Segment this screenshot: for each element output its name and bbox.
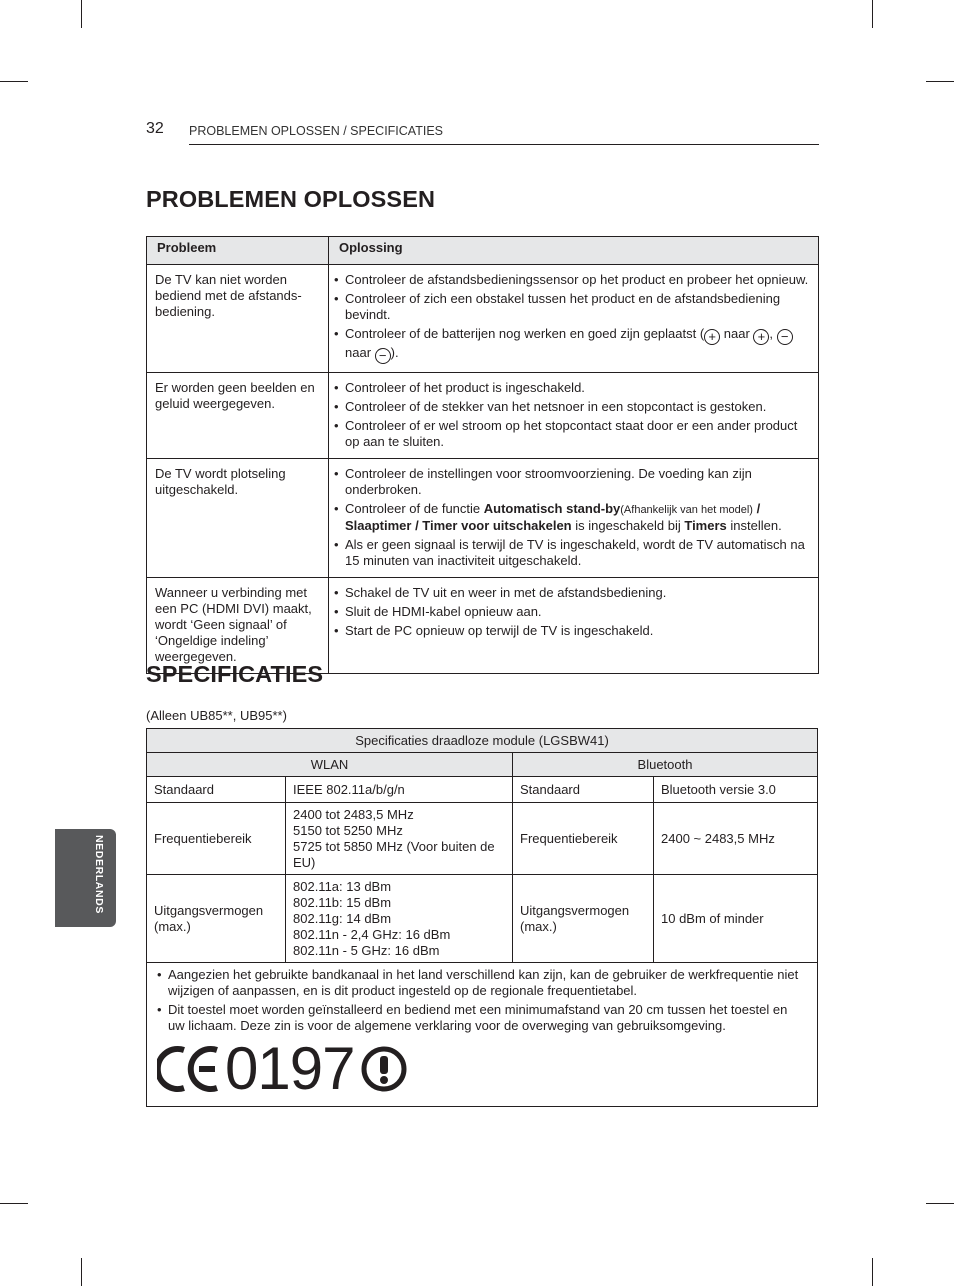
bt-label: Frequentiebereik	[513, 803, 654, 875]
wlan-value	[286, 803, 513, 875]
notified-body-number: 0197	[225, 1035, 355, 1102]
table-row	[147, 578, 819, 674]
wlan-label: Standaard	[147, 777, 286, 803]
crop-mark	[926, 1203, 954, 1204]
problems-table	[146, 236, 819, 674]
table-row	[147, 459, 819, 578]
bold-text: Timers	[684, 518, 727, 533]
battery-text: naar	[720, 326, 754, 341]
value-line: 802.11a: 13 dBm	[293, 878, 392, 894]
bt-value: Bluetooth versie 3.0	[654, 777, 818, 803]
list-item: • Dit toestel moet worden geïnstalleerd en bediend met een minimumafstand van 20 cm tussen het toestel en uw lichaam. Deze zin is voor de algemene verklaring voor de overweging van gebruiksomgeving.	[157, 1002, 807, 1034]
list-item: • Sluit de HDMI-kabel opnieuw aan.	[334, 604, 814, 620]
ce-certification	[157, 1035, 807, 1102]
model-note: (Afhankelijk van het model)	[620, 504, 753, 516]
column-header-solution: Oplossing	[329, 237, 819, 265]
problem-cell: De TV kan niet worden bediend met de afstands-bediening.	[147, 265, 329, 373]
list-item	[334, 501, 814, 534]
problem-cell: Wanneer u verbinding met een PC (HDMI DVI) maakt, wordt ‘Geen signaal’ of ‘Ongeldige indeling’ weergegeven.	[147, 578, 329, 674]
value-line: 802.11n - 5 GHz: 16 dBm	[293, 942, 440, 958]
page-number: 32	[146, 120, 164, 137]
list-item: • Controleer de afstandsbedieningssensor op het product en probeer het opnieuw.	[334, 272, 814, 288]
alert-circle-icon	[360, 1045, 408, 1093]
column-header-bluetooth: Bluetooth	[513, 753, 818, 777]
table-row	[147, 373, 819, 459]
value-line: 802.11n - 2,4 GHz: 16 dBm	[293, 926, 451, 942]
list-item: • Controleer of het product is ingeschakeld.	[334, 380, 814, 396]
solution-cell	[329, 578, 819, 674]
crop-mark	[0, 81, 28, 82]
specs-heading: SPECIFICATIES	[146, 661, 324, 687]
list-item: • Aangezien het gebruikte bandkanaal in het land verschillend kan zijn, kan de gebruiker de werkfrequentie niet wijzigen of aanpassen, en is dit product ingesteld op de regionale frequentietabel.	[157, 967, 807, 999]
value-line: 802.11b: 15 dBm	[293, 894, 392, 910]
list-item: • Controleer of er wel stroom op het stopcontact staat door er een ander product op aan te sluiten.	[334, 418, 814, 450]
wlan-value	[286, 875, 513, 963]
list-item: • Als er geen signaal is terwijl de TV is ingeschakeld, wordt de TV automatisch na 15 minuten van inactiviteit uitgeschakeld.	[334, 537, 814, 569]
problem-cell: De TV wordt plotseling uitgeschakeld.	[147, 459, 329, 578]
wlan-value: IEEE 802.11a/b/g/n	[286, 777, 513, 803]
minus-circle-icon: −	[777, 329, 793, 345]
battery-text: naar	[345, 345, 375, 360]
ce-mark-icon	[157, 1044, 221, 1094]
text: instellen.	[726, 518, 782, 533]
value-line: 5725 tot 5850 MHz (Voor buiten de EU)	[293, 838, 495, 870]
list-item: • Controleer of zich een obstakel tussen het product en de afstandsbediening bevindt.	[334, 291, 814, 323]
column-header-problem: Probleem	[147, 237, 329, 265]
table-header-row	[147, 753, 818, 777]
solution-cell	[329, 373, 819, 459]
bt-label: Uitgangsvermogen (max.)	[513, 875, 654, 963]
table-row	[147, 777, 818, 803]
table-row	[147, 875, 818, 963]
bold-text: / Slaaptimer / Timer voor uitschakelen	[345, 501, 761, 533]
crop-mark	[872, 1258, 873, 1286]
crop-mark	[81, 1258, 82, 1286]
bold-text: Automatisch stand-by	[483, 501, 621, 516]
solution-cell	[329, 459, 819, 578]
wlan-label: Uitgangsvermogen (max.)	[147, 875, 286, 963]
list-item: • Controleer de instellingen voor stroomvoorziening. De voeding kan zijn onderbroken.	[334, 466, 814, 498]
table-title: Specificaties draadloze module (LGSBW41)	[147, 729, 818, 753]
text: Controleer of de functie	[345, 501, 484, 516]
problems-heading: PROBLEMEN OPLOSSEN	[146, 186, 436, 212]
plus-circle-icon: +	[753, 329, 769, 345]
crop-mark	[0, 1203, 28, 1204]
notes-row	[147, 963, 818, 1107]
battery-text: Controleer of de batterijen nog werken en goed zijn geplaatst (	[345, 326, 705, 341]
language-side-tab	[55, 829, 116, 927]
list-item: • Schakel de TV uit en weer in met de afstandsbediening.	[334, 585, 814, 601]
list-item	[334, 326, 814, 364]
running-header: PROBLEMEN OPLOSSEN / SPECIFICATIES	[189, 124, 443, 138]
solution-cell	[329, 265, 819, 373]
value-line: 802.11g: 14 dBm	[293, 910, 392, 926]
plus-circle-icon: +	[704, 329, 720, 345]
header-rule	[189, 144, 819, 145]
crop-mark	[926, 81, 954, 82]
battery-text: ,	[769, 326, 777, 341]
problem-cell: Er worden geen beelden en geluid weergegeven.	[147, 373, 329, 459]
crop-mark	[81, 0, 82, 28]
specs-model-note: (Alleen UB85**, UB95**)	[146, 708, 287, 723]
table-header-row	[147, 237, 819, 265]
table-title-row	[147, 729, 818, 753]
bt-value: 10 dBm of minder	[654, 875, 818, 963]
specs-table	[146, 728, 818, 1107]
minus-circle-icon: −	[375, 348, 391, 364]
table-row	[147, 803, 818, 875]
column-header-wlan: WLAN	[147, 753, 513, 777]
table-row	[147, 265, 819, 373]
list-item: • Controleer of de stekker van het netsnoer in een stopcontact is gestoken.	[334, 399, 814, 415]
language-label: NEDERLANDS	[93, 835, 105, 914]
notes-cell	[147, 963, 818, 1107]
battery-text: ).	[390, 345, 399, 360]
text: is ingeschakeld bij	[571, 518, 685, 533]
bt-value: 2400 ~ 2483,5 MHz	[654, 803, 818, 875]
wlan-label: Frequentiebereik	[147, 803, 286, 875]
crop-mark	[872, 0, 873, 28]
list-item: • Start de PC opnieuw op terwijl de TV is ingeschakeld.	[334, 623, 814, 639]
bt-label: Standaard	[513, 777, 654, 803]
value-line: 5150 tot 5250 MHz	[293, 822, 403, 838]
value-line: 2400 tot 2483,5 MHz	[293, 806, 414, 822]
